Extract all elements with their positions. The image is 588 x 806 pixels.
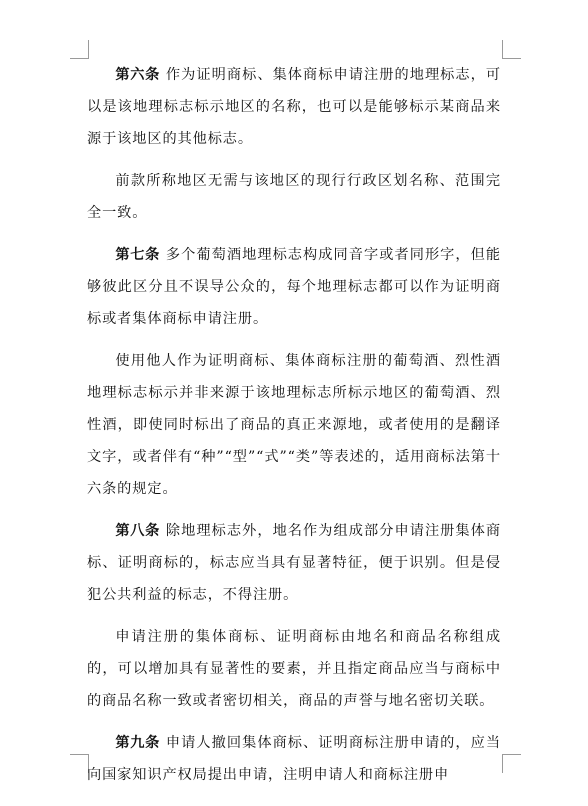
paragraph: [87, 345, 501, 505]
article-heading: 第六条: [115, 67, 160, 83]
paragraph-article-7: [87, 239, 501, 335]
paragraph-article-9: [87, 727, 501, 791]
paragraph-article-6: [87, 59, 501, 155]
article-heading: 第八条: [115, 523, 160, 539]
paragraph-text: 多个葡萄酒地理标志构成同音字或者同形字，但能够彼此区分且不误导公众的，每个地理标志都可以作为证明商标或者集体商标申请注册。: [87, 247, 501, 327]
document-body: [87, 59, 501, 801]
paragraph: [87, 621, 501, 717]
paragraph-text: 使用他人作为证明商标、集体商标注册的葡萄酒、烈性酒地理标志标示并非来源于该地理标志所标示地区的葡萄酒、烈性酒，即使同时标出了商品的真正来源地，或者使用的是翻译文字，或者伴有“种”“型”“式”“类”等表述的，适用商标法第十六条的规定。: [87, 353, 501, 497]
crop-mark-top-right: [502, 40, 521, 59]
crop-mark-bottom-right: [502, 754, 521, 773]
paragraph-text: 作为证明商标、集体商标申请注册的地理标志，可以是该地理标志标示地区的名称，也可以是能够标示某商品来源于该地区的其他标志。: [87, 67, 501, 147]
paragraph-article-8: [87, 515, 501, 611]
crop-mark-top-left: [70, 40, 89, 59]
paragraph-text: 申请注册的集体商标、证明商标由地名和商品名称组成的，可以增加具有显著性的要素，并且指定商品应当与商标中的商品名称一致或者密切相关，商品的声誉与地名密切关联。: [87, 629, 501, 709]
article-heading: 第九条: [115, 735, 160, 751]
paragraph: [87, 165, 501, 229]
article-heading: 第七条: [115, 247, 160, 263]
paragraph-text: 除地理标志外，地名作为组成部分申请注册集体商标、证明商标的，标志应当具有显著特征，便于识别。但是侵犯公共利益的标志，不得注册。: [87, 523, 501, 603]
paragraph-text: 申请人撤回集体商标、证明商标注册申请的，应当向国家知识产权局提出申请，注明申请人和商标注册申: [87, 735, 501, 783]
paragraph-text: 前款所称地区无需与该地区的现行行政区划名称、范围完全一致。: [87, 173, 501, 221]
